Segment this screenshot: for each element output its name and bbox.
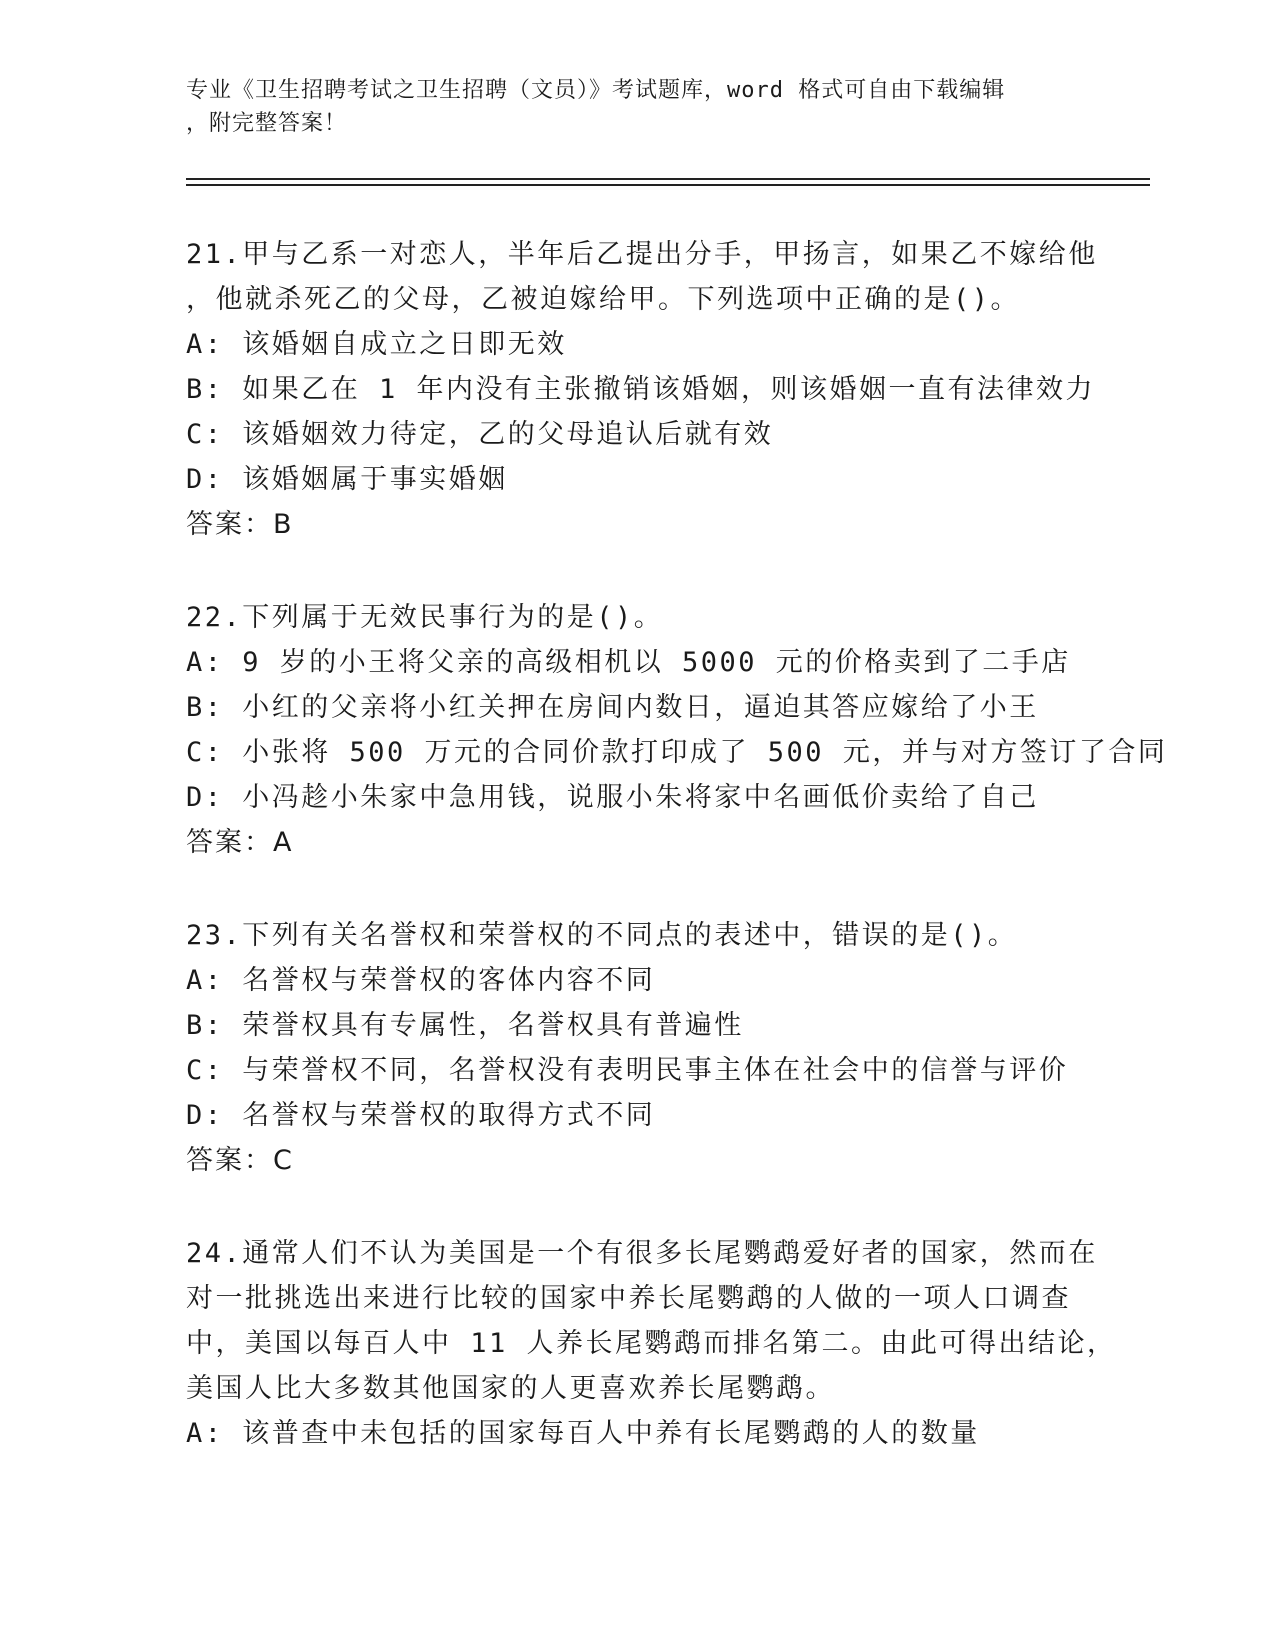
answer-label: 答案： (186, 509, 273, 540)
question-23 (186, 913, 1086, 1183)
answer-line (186, 1138, 1086, 1183)
question-stem-line: 中，美国以每百人中 11 人养长尾鹦鹉而排名第二。由此可得出结论， (186, 1328, 1117, 1359)
header-line-1: 专业《卫生招聘考试之卫生招聘（文员）》考试题库，word 格式可自由下载编辑 (186, 78, 1006, 103)
option-c: C: 与荣誉权不同，名誉权没有表明民事主体在社会中的信誉与评价 (186, 1055, 1069, 1086)
document-header-note (186, 74, 1066, 140)
question-stem-line: 22.下列属于无效民事行为的是()。 (186, 602, 664, 633)
answer-label: 答案： (186, 1145, 273, 1176)
question-stem-line: 21.甲与乙系一对恋人，半年后乙提出分手，甲扬言，如果乙不嫁给他 (186, 239, 1098, 270)
header-rule-bottom (186, 184, 1150, 186)
answer-line (186, 820, 1086, 865)
question-stem-line: 24.通常人们不认为美国是一个有很多长尾鹦鹉爱好者的国家，然而在 (186, 1238, 1098, 1269)
option-b: B: 如果乙在 1 年内没有主张撤销该婚姻，则该婚姻一直有法律效力 (186, 374, 1096, 405)
answer-value: B (273, 509, 293, 540)
option-d: D: 该婚姻属于事实婚姻 (186, 464, 508, 495)
header-line-2: ，附完整答案！ (186, 111, 348, 136)
option-c: C: 小张将 500 万元的合同价款打印成了 500 元，并与对方签订了合同 (186, 737, 1168, 768)
option-c: C: 该婚姻效力待定，乙的父母追认后就有效 (186, 419, 774, 450)
question-21 (186, 232, 1098, 547)
answer-value: C (273, 1145, 293, 1176)
option-a: A: 9 岁的小王将父亲的高级相机以 5000 元的价格卖到了二手店 (186, 647, 1071, 678)
question-stem-line: 美国人比大多数其他国家的人更喜欢养长尾鹦鹉。 (186, 1373, 835, 1404)
option-a: A: 该婚姻自成立之日即无效 (186, 329, 567, 360)
answer-line (186, 502, 1086, 547)
answer-label: 答案： (186, 827, 273, 858)
header-rule-top (186, 178, 1150, 180)
question-24 (186, 1231, 1117, 1456)
question-22 (186, 595, 1168, 865)
option-d: D: 名誉权与荣誉权的取得方式不同 (186, 1100, 656, 1131)
answer-value: A (273, 827, 293, 858)
option-b: B: 小红的父亲将小红关押在房间内数日，逼迫其答应嫁给了小王 (186, 692, 1039, 723)
question-stem-line: 对一批挑选出来进行比较的国家中养长尾鹦鹉的人做的一项人口调查 (186, 1283, 1071, 1314)
option-b: B: 荣誉权具有专属性，名誉权具有普遍性 (186, 1010, 744, 1041)
option-d: D: 小冯趁小朱家中急用钱，说服小朱将家中名画低价卖给了自己 (186, 782, 1039, 813)
question-stem-line: ，他就杀死乙的父母，乙被迫嫁给甲。下列选项中正确的是()。 (186, 284, 1021, 315)
option-a: A: 该普查中未包括的国家每百人中养有长尾鹦鹉的人的数量 (186, 1418, 980, 1449)
question-stem-line: 23.下列有关名誉权和荣誉权的不同点的表述中，错误的是()。 (186, 920, 1018, 951)
option-a: A: 名誉权与荣誉权的客体内容不同 (186, 965, 656, 996)
